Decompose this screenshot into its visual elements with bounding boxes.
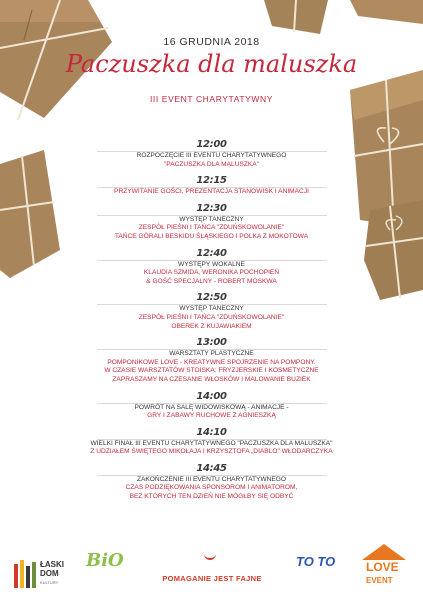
- slot-time: 12:00: [196, 139, 227, 150]
- slot-description-line: CZAS PODZIĘKOWANIA SPONSOROM I ANIMATOROM,: [125, 484, 298, 492]
- slot-time: 14:10: [196, 426, 227, 438]
- slot-description-line: GRY I ZABAWY RUCHOWE Z AGNIESZKĄ: [147, 412, 276, 420]
- laski-logo-subtext: KULTURY: [40, 580, 59, 585]
- slot-description-line: POWRÓT NA SALĘ WIDOWISKOWĄ - ANIMACJE -: [134, 403, 289, 411]
- slot-description-line: Z UDZIAŁEM ŚWIĘTEGO MIKOŁAJA I KRZYSZTOFA „DIABLO" WŁODARCZYKA: [90, 448, 333, 456]
- slot-time: 14:45: [196, 462, 227, 474]
- schedule-slot: [60, 462, 363, 502]
- slot-description-line: ROZPOCZĘCIE III EVENTU CHARYTATYWNEGO: [136, 152, 287, 159]
- bio-logo: BiO: [86, 550, 124, 571]
- toto-logo: TO TO: [296, 554, 336, 569]
- slot-description-line: ZAKOŃCZENIE III EVENTU CHARYTATYWNEGO: [136, 475, 287, 483]
- slot-description-line: POMPONIKOWE LOVE - KREATYWNE SPOJRZENIE NA POMPONY.: [107, 358, 316, 366]
- sponsor-logos: [0, 540, 423, 600]
- schedule-slot: [60, 336, 363, 384]
- slot-description-line: OBEREK Z KUJAWIAKIEM: [171, 322, 252, 330]
- slot-description-line: W CZASIE WARSZTATÓW STOISKA: FRYZJERSKIE I KOSMETYCZNE: [104, 367, 319, 375]
- laski-logo-text-2: DOM: [40, 569, 59, 578]
- slot-description-line: WYSTĘP TANECZNY: [179, 305, 244, 313]
- schedule-slot: [60, 202, 363, 242]
- gift-package-left: [0, 150, 60, 280]
- love-text: LOVE: [366, 560, 399, 574]
- laski-dom-kultury-logo: [14, 558, 72, 592]
- event-title: Paczuszka dla maluszka: [65, 50, 358, 78]
- schedule-slot: [60, 247, 363, 287]
- event-date: 16 GRUDNIA 2018: [163, 36, 260, 48]
- event-subtitle: III EVENT CHARYTATYWNY: [149, 94, 274, 104]
- slot-time: 12:50: [196, 292, 227, 304]
- schedule-slot: [60, 291, 363, 331]
- slot-description-line: ZESPÓŁ PIEŚNI I TAŃCA "ZDUŃSKOWOLANIE": [138, 313, 285, 321]
- slot-description-line: "PACZUSZKA DLA MALUSZKA": [163, 160, 260, 168]
- slot-description-line: WYSTĘPY WOKALNE: [178, 260, 245, 268]
- schedule-slot: [60, 174, 363, 197]
- slot-description-line: PRZYWITANIE GOŚCI, PREZENTACJA STANOWISK I ANIMACJI: [114, 188, 309, 196]
- slot-description-line: & GOŚĆ SPECJALNY - ROBERT MOSKWA: [146, 277, 277, 285]
- smile-icon: [204, 552, 216, 560]
- house-icon: [362, 544, 406, 560]
- slot-time: 12:15: [196, 175, 227, 187]
- slot-description-line: WARSZTATY PLASTYCZNE: [169, 350, 254, 358]
- slot-description-line: ZESPÓŁ PIEŚNI I TAŃCA "ZDUŃSKOWOLANIE": [138, 224, 285, 232]
- slot-time: 13:00: [196, 337, 227, 349]
- slot-description-line: KLAUDIA SZMIDA, WERONIKA POCHOPIEŃ: [143, 269, 280, 277]
- slot-description-line: WIELKI FINAŁ III EVENTU CHARYTATYWNEGO "PACZUSZKA DLA MALUSZKA": [90, 439, 333, 447]
- schedule-slot: [60, 390, 363, 421]
- slot-time: 14:00: [196, 390, 227, 402]
- slot-time: 12:40: [196, 247, 227, 259]
- gift-package-top-right: [258, 0, 423, 40]
- event-text: EVENT: [366, 576, 393, 585]
- love-event-logo: [360, 540, 410, 594]
- pomaganie-text: POMAGANIE JEST FAJNE: [162, 574, 262, 583]
- slot-time: 12:30: [196, 202, 227, 214]
- slot-description-line: TAŃCE GÓRALI BESKIDU ŚLĄSKIEGO I POLKA Z MOKOTOWA: [114, 232, 309, 240]
- laski-bars-icon: [14, 560, 38, 590]
- schedule-slot: [60, 138, 363, 169]
- schedule-slot: [60, 426, 363, 457]
- slot-description-line: BEZ KTÓRYCH TEN DZIEŃ NIE MÓGŁBY SIĘ ODBYĆ: [129, 493, 294, 501]
- slot-description-line: ZAPRASZAMY NA CZESANIE WŁOSKÓW I MALOWANIE BUZIEK: [112, 375, 311, 383]
- laski-logo-text: ŁASKI: [40, 560, 64, 569]
- schedule-list: [60, 133, 363, 502]
- pomaganie-jest-fajne-logo: [142, 546, 282, 596]
- slot-description-line: WYSTĘP TANECZNY: [179, 215, 244, 223]
